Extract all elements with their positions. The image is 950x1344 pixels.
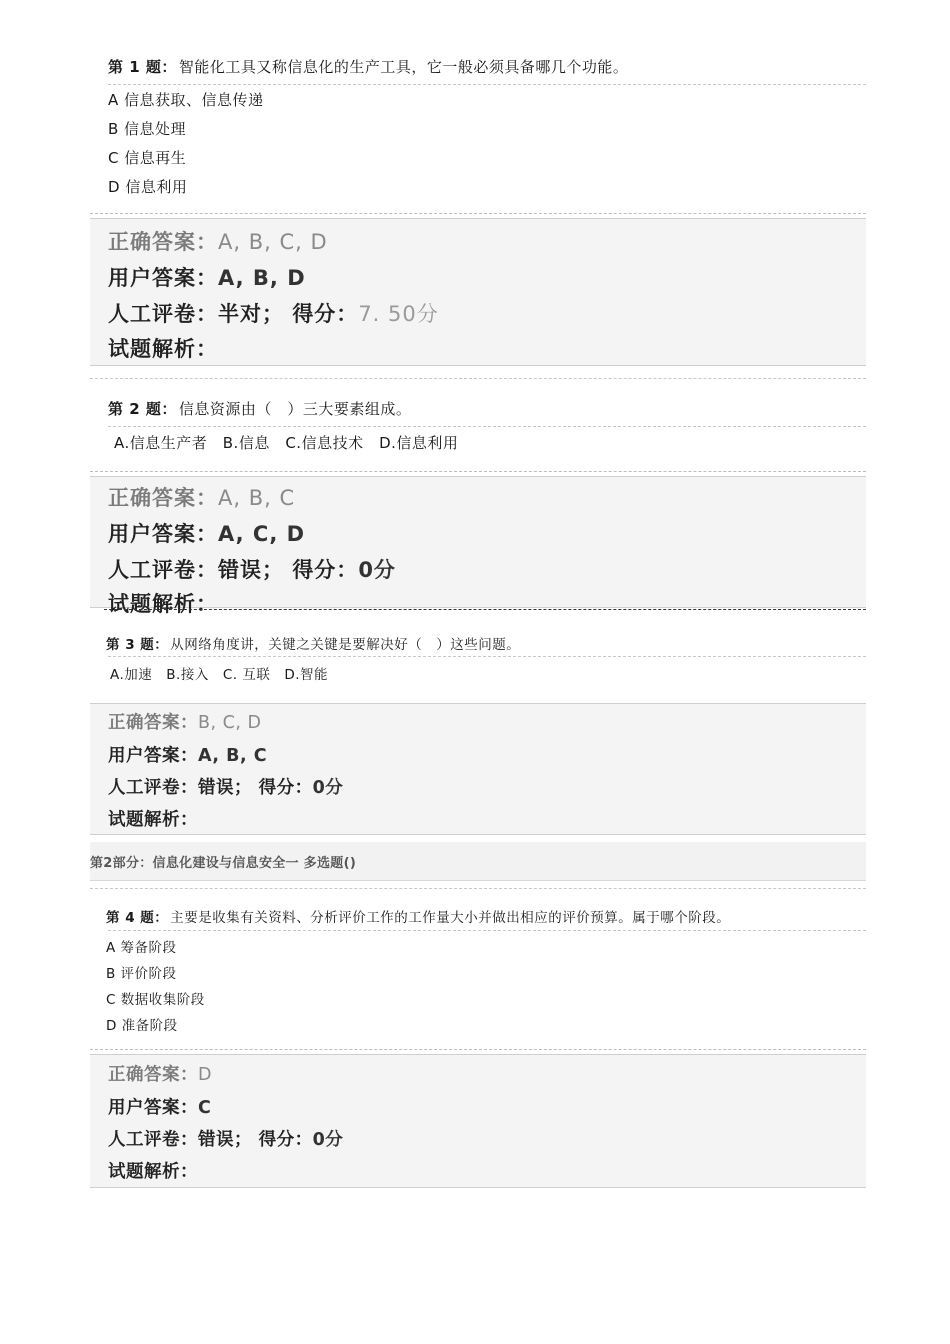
question-3-analysis: [108, 806, 198, 831]
grade-label: 人工评卷：: [108, 302, 218, 326]
correct-answer-value: A, B, C: [218, 486, 296, 510]
correct-answer-value: B, C, D: [198, 713, 262, 733]
user-answer-label: 用户答案：: [108, 522, 218, 546]
question-4-text: 主要是收集有关资料、分析评价工作的工作量大小并做出相应的评价预算。属于哪个阶段。: [170, 910, 731, 926]
question-1-title: [108, 56, 628, 77]
question-3-number: 第 3 题：: [106, 637, 169, 653]
divider: [108, 84, 866, 85]
grade-label: 人工评卷：: [108, 1130, 198, 1150]
score-value: 0分: [312, 778, 344, 798]
question-1-correct-answer: [108, 226, 328, 256]
user-answer-value: A, B, D: [218, 266, 306, 290]
user-answer-label: 用户答案：: [108, 746, 198, 766]
page-break-divider: [104, 609, 866, 610]
question-3-user-answer: [108, 742, 267, 767]
question-1-analysis: [108, 333, 218, 363]
question-2-number: 第 2 题：: [108, 400, 177, 418]
question-1-number: 第 1 题：: [108, 58, 177, 76]
question-4-option-c: C 数据收集阶段: [106, 992, 205, 1008]
section-title: 第2部分：信息化建设与信息安全一 多选题(): [90, 856, 357, 871]
question-2-grade: [108, 554, 396, 584]
question-2-analysis: [108, 588, 218, 618]
question-4-title: [106, 906, 730, 926]
divider: [90, 1049, 866, 1054]
score-value: 0分: [358, 558, 396, 582]
divider: [108, 426, 866, 427]
question-2-title: [108, 398, 411, 419]
analysis-label: 试题解析：: [108, 592, 218, 616]
question-1-option-d: D 信息利用: [108, 178, 188, 196]
question-3-title: [106, 633, 520, 653]
question-2-options: A.信息生产者 B.信息 C.信息技术 D.信息利用: [114, 434, 459, 452]
correct-answer-label: 正确答案：: [108, 1065, 198, 1085]
question-3-text: 从网络角度讲，关键之关键是要解决好（ ）这些问题。: [170, 637, 521, 653]
question-2-text: 信息资源由（ ）三大要素组成。: [178, 400, 412, 418]
divider: [90, 888, 866, 889]
analysis-label: 试题解析：: [108, 337, 218, 361]
analysis-label: 试题解析：: [108, 1162, 198, 1182]
correct-answer-label: 正确答案：: [108, 486, 218, 510]
correct-answer-value: D: [198, 1065, 212, 1085]
divider: [90, 378, 866, 379]
divider: [90, 213, 866, 218]
question-4-number: 第 4 题：: [106, 910, 169, 926]
question-4-option-a: A 筹备阶段: [106, 940, 177, 956]
question-4-option-d: D 准备阶段: [106, 1018, 178, 1034]
divider: [108, 930, 866, 931]
user-answer-value: A, C, D: [218, 522, 306, 546]
divider: [108, 656, 866, 657]
correct-answer-value: A, B, C, D: [218, 230, 328, 254]
question-2-user-answer: [108, 518, 305, 548]
question-4-grade: [108, 1126, 343, 1151]
question-4-analysis: [108, 1158, 198, 1183]
user-answer-value: C: [198, 1098, 212, 1118]
question-3-grade: [108, 774, 343, 799]
grade-value: 错误；: [198, 778, 252, 798]
user-answer-value: A, B, C: [198, 746, 268, 766]
question-4-option-b: B 评价阶段: [106, 966, 177, 982]
question-1-option-c: C 信息再生: [108, 149, 187, 167]
question-1-grade: [108, 298, 439, 328]
user-answer-label: 用户答案：: [108, 266, 218, 290]
score-value: 7. 50分: [358, 302, 439, 326]
divider: [90, 471, 866, 476]
correct-answer-label: 正确答案：: [108, 230, 218, 254]
grade-value: 错误；: [218, 558, 284, 582]
question-2-correct-answer: [108, 482, 295, 512]
analysis-label: 试题解析：: [108, 810, 198, 830]
grade-value: 错误；: [198, 1130, 252, 1150]
question-3-correct-answer: [108, 709, 261, 734]
correct-answer-label: 正确答案：: [108, 713, 198, 733]
grade-value: 半对；: [218, 302, 284, 326]
grade-label: 人工评卷：: [108, 558, 218, 582]
question-1-option-b: B 信息处理: [108, 120, 187, 138]
question-1-user-answer: [108, 262, 306, 292]
question-4-correct-answer: [108, 1061, 212, 1086]
question-1-text: 智能化工具又称信息化的生产工具，它一般必须具备哪几个功能。: [178, 58, 629, 76]
score-label: 得分：: [292, 302, 359, 326]
score-value: 0分: [312, 1130, 344, 1150]
question-1-option-a: A 信息获取、信息传递: [108, 91, 264, 109]
question-3-options: A.加速 B.接入 C. 互联 D.智能: [110, 667, 329, 683]
question-4-user-answer: [108, 1094, 211, 1119]
grade-label: 人工评卷：: [108, 778, 198, 798]
score-label: 得分：: [258, 778, 313, 798]
score-label: 得分：: [258, 1130, 313, 1150]
user-answer-label: 用户答案：: [108, 1098, 198, 1118]
section-header: [90, 842, 866, 881]
score-label: 得分：: [292, 558, 359, 582]
